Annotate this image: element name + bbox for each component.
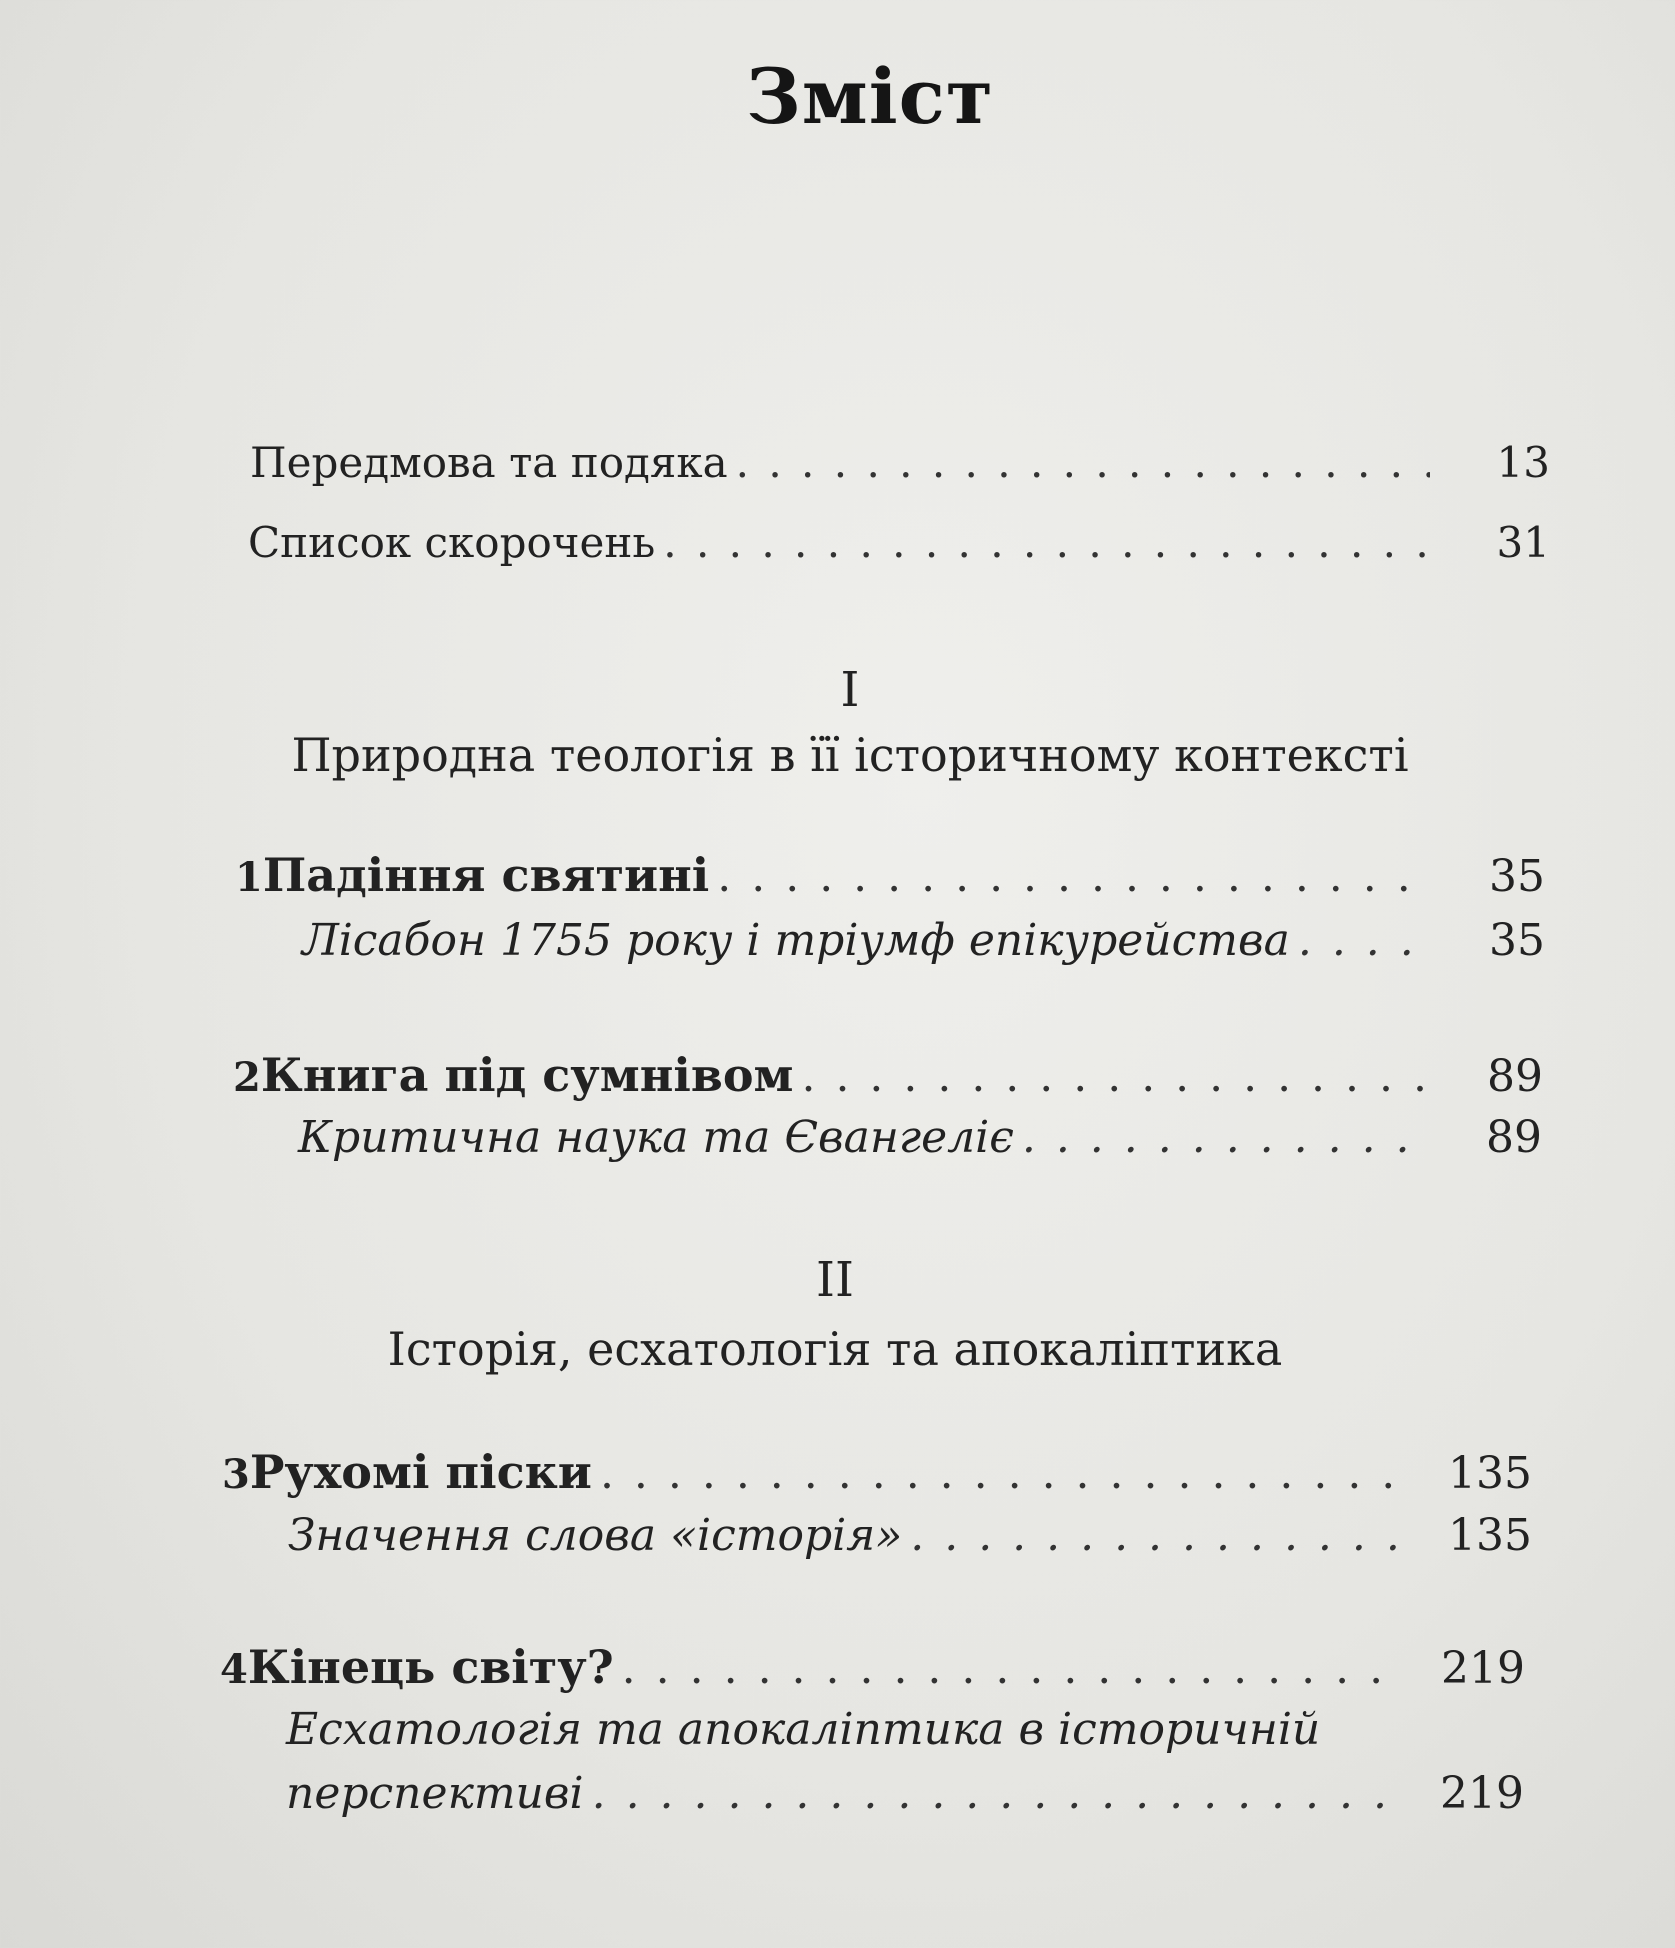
entry-page: 13 (1496, 438, 1550, 487)
entry-page: 31 (1496, 518, 1550, 567)
dot-leader (736, 438, 1430, 487)
toc-chapter-4-subtitle[interactable] (286, 1768, 1524, 1819)
toc-chapter-2[interactable] (233, 1048, 1543, 1102)
toc-entry-abbreviations[interactable] (248, 518, 1550, 567)
page-title: Зміст (745, 52, 995, 141)
chapter-number: 2 (233, 1054, 261, 1101)
chapter-subtitle: Значення слова «історія» (288, 1510, 903, 1561)
chapter-number: 3 (222, 1451, 250, 1498)
chapter-title: Рухомі піски (249, 1445, 592, 1499)
chapter-title: Падіння святині (262, 848, 710, 902)
dot-leader (622, 1643, 1405, 1694)
dot-leader (1298, 915, 1425, 966)
chapter-subtitle-line1: Есхатологія та апокаліптика в історичній (286, 1704, 1321, 1755)
part-title: Природна теологія в її історичному контексті (291, 728, 1409, 782)
chapter-title: Книга під сумнівом (260, 1048, 794, 1102)
toc-chapter-3[interactable] (222, 1445, 1532, 1499)
chapter-number: 1 (235, 854, 263, 901)
toc-chapter-2-subtitle[interactable] (298, 1112, 1542, 1163)
entry-label: Передмова та подяка (250, 438, 728, 487)
dot-leader (663, 518, 1430, 567)
chapter-title: Кінець світу? (247, 1640, 614, 1694)
dot-leader (801, 1051, 1423, 1102)
chapter-subtitle: Лісабон 1755 року і тріумф епікурейства (302, 915, 1290, 966)
dot-leader (717, 851, 1425, 902)
subtitle-page: 89 (1486, 1112, 1542, 1163)
chapter-page: 135 (1448, 1448, 1532, 1499)
entry-label: Список скорочень (248, 518, 656, 567)
toc-chapter-4[interactable] (220, 1640, 1525, 1694)
part-numeral: II (816, 1252, 854, 1308)
subtitle-page: 35 (1489, 915, 1545, 966)
toc-chapter-1-subtitle[interactable] (302, 915, 1545, 966)
part-title: Історія, есхатологія та апокаліптика (387, 1322, 1283, 1376)
chapter-subtitle-line2: перспективі (286, 1768, 584, 1819)
subtitle-page: 219 (1440, 1768, 1524, 1819)
dot-leader (600, 1448, 1412, 1499)
dot-leader (1022, 1112, 1422, 1163)
chapter-page: 219 (1441, 1643, 1525, 1694)
toc-chapter-3-subtitle[interactable] (288, 1510, 1532, 1561)
subtitle-page: 135 (1448, 1510, 1532, 1561)
dot-leader (910, 1510, 1412, 1561)
part-numeral: I (840, 662, 860, 718)
chapter-number: 4 (220, 1646, 248, 1693)
chapter-page: 89 (1487, 1051, 1543, 1102)
chapter-page: 35 (1489, 851, 1545, 902)
toc-chapter-1[interactable] (235, 848, 1545, 902)
toc-entry-preface[interactable] (250, 438, 1550, 487)
chapter-subtitle: Критична наука та Євангеліє (298, 1112, 1014, 1163)
dot-leader (592, 1768, 1404, 1819)
